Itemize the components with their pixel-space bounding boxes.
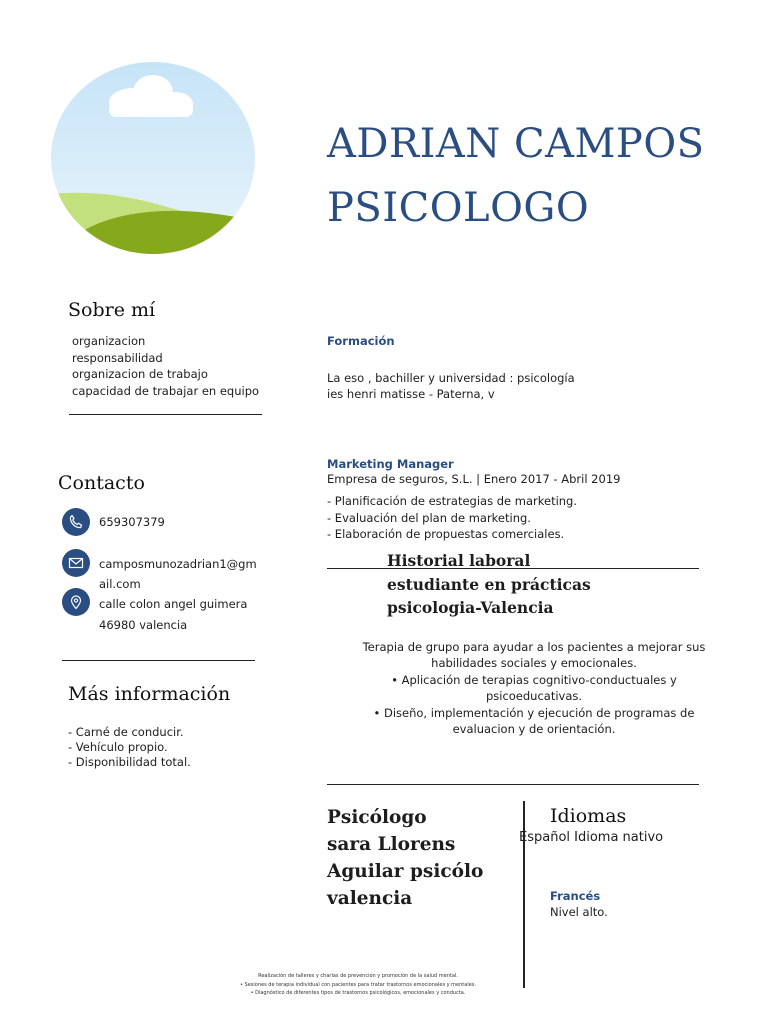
more-info-heading: Más información bbox=[68, 683, 231, 705]
email-line: camposmunozadrian1@gm bbox=[99, 557, 257, 571]
job-company: Empresa de seguros, S.L. | Enero 2017 - Abril 2019 bbox=[327, 472, 621, 486]
history-line: • Diseño, implementación y ejecución de programas de bbox=[373, 705, 695, 720]
history-line: evaluacion y de orientación. bbox=[452, 722, 616, 737]
languages-heading: Idiomas bbox=[550, 805, 627, 827]
education-details bbox=[327, 370, 575, 402]
about-item: responsabilidad bbox=[72, 350, 163, 365]
reference-line: valencia bbox=[327, 888, 413, 909]
job-bullet: - Elaboración de propuestas comerciales. bbox=[327, 527, 565, 541]
reference-line: sara Llorens bbox=[327, 834, 456, 855]
more-info-list bbox=[68, 725, 191, 770]
more-info-item: - Vehículo propio. bbox=[68, 740, 168, 754]
history-heading-line: estudiante en prácticas bbox=[387, 574, 591, 594]
footer-line: Realización de talleres y charlas de prevención y promoción de la salud mental. bbox=[258, 973, 458, 979]
reference-line: Psicólogo bbox=[327, 807, 427, 828]
about-divider bbox=[69, 414, 262, 415]
more-info-item: - Disponibilidad total. bbox=[68, 755, 191, 769]
education-heading: Formación bbox=[327, 334, 395, 348]
contact-heading: Contacto bbox=[58, 472, 145, 494]
history-line: • Aplicación de terapias cognitivo-conductuales y bbox=[391, 672, 677, 687]
history-line: habilidades sociales y emocionales. bbox=[431, 656, 637, 671]
footer-line: • Sesiones de terapia individual con pacientes para tratar trastornos emocionales y mentales. bbox=[239, 981, 476, 988]
language-native: Español Idioma nativo bbox=[519, 830, 664, 845]
address-line: 46980 valencia bbox=[99, 618, 188, 632]
history-heading-line: Historial laboral bbox=[387, 551, 531, 570]
phone-icon bbox=[62, 508, 90, 536]
history-divider-bottom bbox=[327, 784, 699, 785]
about-item: organizacion bbox=[72, 334, 146, 348]
about-list bbox=[72, 333, 259, 399]
about-item: capacidad de trabajar en equipo bbox=[72, 383, 260, 398]
profile-photo bbox=[51, 62, 255, 254]
contact-phone[interactable]: 659307379 bbox=[99, 515, 165, 529]
footer-line: • Diagnóstico de diferentes tipos de trastornos psicológicos, emocionales y conducta. bbox=[250, 990, 466, 996]
job-title: Marketing Manager bbox=[327, 457, 454, 471]
contact-address bbox=[99, 594, 247, 636]
job-bullet: - Planificación de estrategias de marketing. bbox=[327, 494, 578, 508]
email-line: ail.com bbox=[99, 577, 141, 591]
language-second-level: Nivel alto. bbox=[550, 905, 608, 919]
education-line: ies henri matisse - Paterna, v bbox=[327, 387, 495, 401]
contact-divider bbox=[62, 660, 255, 661]
reference-line: Aguilar psicólo bbox=[327, 861, 484, 882]
address-line: calle colon angel guimera bbox=[99, 597, 248, 611]
history-heading bbox=[387, 549, 591, 620]
location-pin-icon bbox=[62, 588, 90, 616]
more-info-item: - Carné de conducir. bbox=[68, 725, 184, 739]
history-line: psicoeducativas. bbox=[485, 689, 583, 704]
contact-email[interactable] bbox=[99, 554, 257, 594]
job-bullet: - Evaluación del plan de marketing. bbox=[327, 510, 531, 525]
footer-note bbox=[200, 972, 516, 998]
education-line: La eso , bachiller y universidad : psicología bbox=[327, 371, 575, 385]
title-name: ADRIAN CAMPOS bbox=[327, 121, 705, 167]
reference-block bbox=[327, 804, 483, 912]
page-title bbox=[327, 112, 705, 240]
history-line: Terapia de grupo para ayudar a los pacientes a mejorar sus bbox=[362, 640, 706, 654]
title-profession: PSICOLOGO bbox=[327, 185, 590, 231]
about-item: organizacion de trabajo bbox=[72, 367, 208, 381]
job-bullets bbox=[327, 493, 577, 543]
history-description bbox=[345, 639, 723, 737]
mail-icon bbox=[62, 549, 90, 577]
about-heading: Sobre mí bbox=[68, 299, 156, 321]
history-heading-line: psicologia-Valencia bbox=[387, 598, 554, 617]
language-second-heading: Francés bbox=[550, 889, 601, 903]
